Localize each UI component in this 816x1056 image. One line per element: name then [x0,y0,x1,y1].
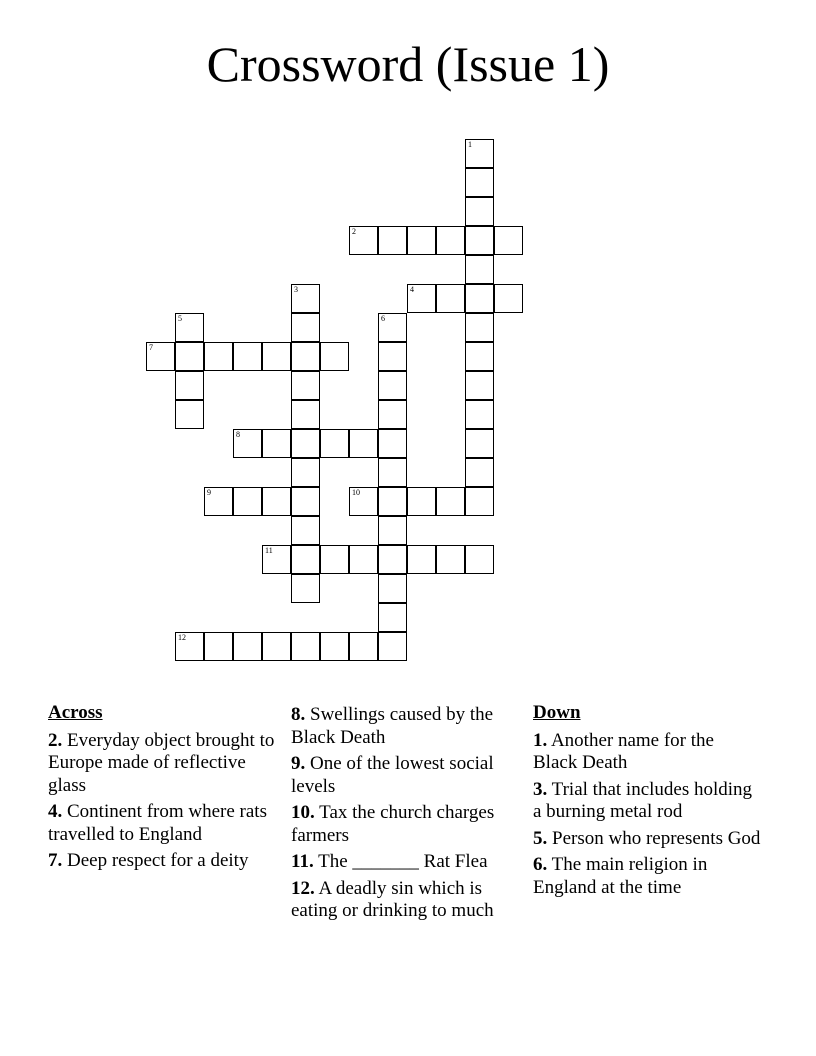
down-heading: Down [533,702,581,723]
grid-cell[interactable] [465,429,494,458]
grid-cell[interactable] [378,429,407,458]
cell-number: 10 [352,488,360,497]
grid-cell[interactable] [291,458,320,487]
clues-column-3 [533,702,763,903]
clue-number: 2. [48,729,63,751]
grid-cell[interactable] [291,516,320,545]
grid-cell[interactable] [291,545,320,574]
grid-cell[interactable] [349,226,378,255]
grid-cell[interactable] [465,139,494,168]
grid-cell[interactable] [407,545,436,574]
cell-number: 9 [207,488,211,497]
grid-cell[interactable] [378,632,407,661]
grid-cell[interactable] [291,313,320,342]
grid-cell[interactable] [436,226,465,255]
clue-item [533,854,763,899]
clue-number: 11. [291,851,314,872]
clue-number: 7. [48,850,63,871]
grid-cell[interactable] [291,400,320,429]
clue-text: Continent from where rats travelled to England [48,801,267,845]
grid-cell[interactable] [175,313,204,342]
clue-item [48,730,278,798]
grid-cell[interactable] [378,487,407,516]
cell-number: 1 [468,140,472,149]
clue-number: 4. [48,801,63,822]
across-heading: Across [48,702,103,723]
cell-number: 12 [178,633,186,642]
grid-cell[interactable] [378,342,407,371]
grid-cell[interactable] [349,545,378,574]
grid-cell[interactable] [291,371,320,400]
grid-cell[interactable] [436,545,465,574]
grid-cell[interactable] [349,429,378,458]
grid-cell[interactable] [349,632,378,661]
grid-cell[interactable] [378,226,407,255]
clue-number: 8. [291,704,306,725]
clue-number: 3. [533,778,548,800]
grid-cell[interactable] [378,400,407,429]
grid-cell[interactable] [378,458,407,487]
grid-cell[interactable] [175,632,204,661]
clue-number: 9. [291,753,306,774]
cell-number: 8 [236,430,240,439]
clue-text: Deep respect for a deity [67,850,249,871]
clue-item [533,779,763,824]
cell-number: 7 [149,343,153,352]
grid-cell[interactable] [465,197,494,226]
clue-text: Person who represents God [552,827,761,849]
grid-cell[interactable] [175,342,204,371]
grid-cell[interactable] [204,632,233,661]
grid-cell[interactable] [465,458,494,487]
grid-cell[interactable] [233,487,262,516]
cell-number: 2 [352,227,356,236]
grid-cell[interactable] [291,574,320,603]
grid-cell[interactable] [494,226,523,255]
grid-cell[interactable] [378,313,407,342]
cell-number: 4 [410,285,414,294]
grid-cell[interactable] [465,487,494,516]
clue-item [291,878,521,923]
grid-cell[interactable] [262,545,291,574]
grid-cell[interactable] [407,487,436,516]
clue-item [533,730,763,775]
grid-cell[interactable] [465,400,494,429]
clue-number: 5. [533,827,548,849]
clue-item [291,753,521,798]
grid-cell[interactable] [465,284,494,313]
grid-cell[interactable] [349,487,378,516]
clue-text: The _______ Rat Flea [318,851,488,872]
grid-cell[interactable] [291,284,320,313]
grid-cell[interactable] [465,168,494,197]
grid-cell[interactable] [465,226,494,255]
clue-text: Trial that includes holding a burning metal rod [533,778,753,822]
grid-cell[interactable] [262,342,291,371]
grid-cell[interactable] [291,342,320,371]
clue-number: 1. [533,729,548,751]
grid-cell[interactable] [320,632,349,661]
grid-cell[interactable] [465,255,494,284]
clue-text: The main religion in England at the time [533,854,708,898]
grid-cell[interactable] [436,284,465,313]
clues-column-2 [291,704,521,927]
clue-number: 6. [533,854,548,875]
grid-cell[interactable] [378,574,407,603]
grid-cell[interactable] [436,487,465,516]
grid-cell[interactable] [320,545,349,574]
grid-cell[interactable] [291,632,320,661]
clue-text: Everyday object brought to Europe made of reflective glass [48,729,275,796]
grid-cell[interactable] [378,371,407,400]
grid-cell[interactable] [320,342,349,371]
grid-cell[interactable] [378,603,407,632]
clue-text: One of the lowest social levels [291,753,494,797]
grid-cell[interactable] [465,545,494,574]
grid-cell[interactable] [378,516,407,545]
cell-number: 6 [381,314,385,323]
grid-cell[interactable] [262,429,291,458]
cell-number: 11 [265,546,273,555]
cell-number: 3 [294,285,298,294]
grid-cell[interactable] [262,632,291,661]
grid-cell[interactable] [233,632,262,661]
grid-cell[interactable] [146,342,175,371]
grid-cell[interactable] [494,284,523,313]
clues-column-1 [48,702,278,877]
clue-item [291,802,521,847]
grid-cell[interactable] [204,342,233,371]
grid-cell[interactable] [233,342,262,371]
clue-item [291,851,521,874]
clue-text: Swellings caused by the Black Death [291,704,494,748]
cell-number: 5 [178,314,182,323]
grid-cell[interactable] [175,400,204,429]
clue-number: 10. [291,802,315,823]
clue-item [48,850,278,873]
clue-text: A deadly sin which is eating or drinking to much [291,877,494,921]
grid-cell[interactable] [204,487,233,516]
grid-cell[interactable] [465,371,494,400]
grid-cell[interactable] [233,429,262,458]
clue-item [533,828,763,851]
clue-item [48,801,278,846]
clue-number: 12. [291,877,315,899]
grid-cell[interactable] [465,313,494,342]
page-title: Crossword (Issue 1) [206,36,610,92]
clue-text: Tax the church charges farmers [291,802,495,846]
grid-cell[interactable] [291,429,320,458]
grid-cell[interactable] [465,342,494,371]
grid-cell[interactable] [407,226,436,255]
clue-item [291,704,521,749]
clue-text: Another name for the Black Death [533,729,714,773]
grid-cell[interactable] [378,545,407,574]
grid-cell[interactable] [175,371,204,400]
grid-cell[interactable] [320,429,349,458]
grid-cell[interactable] [262,487,291,516]
grid-cell[interactable] [291,487,320,516]
grid-cell[interactable] [407,284,436,313]
